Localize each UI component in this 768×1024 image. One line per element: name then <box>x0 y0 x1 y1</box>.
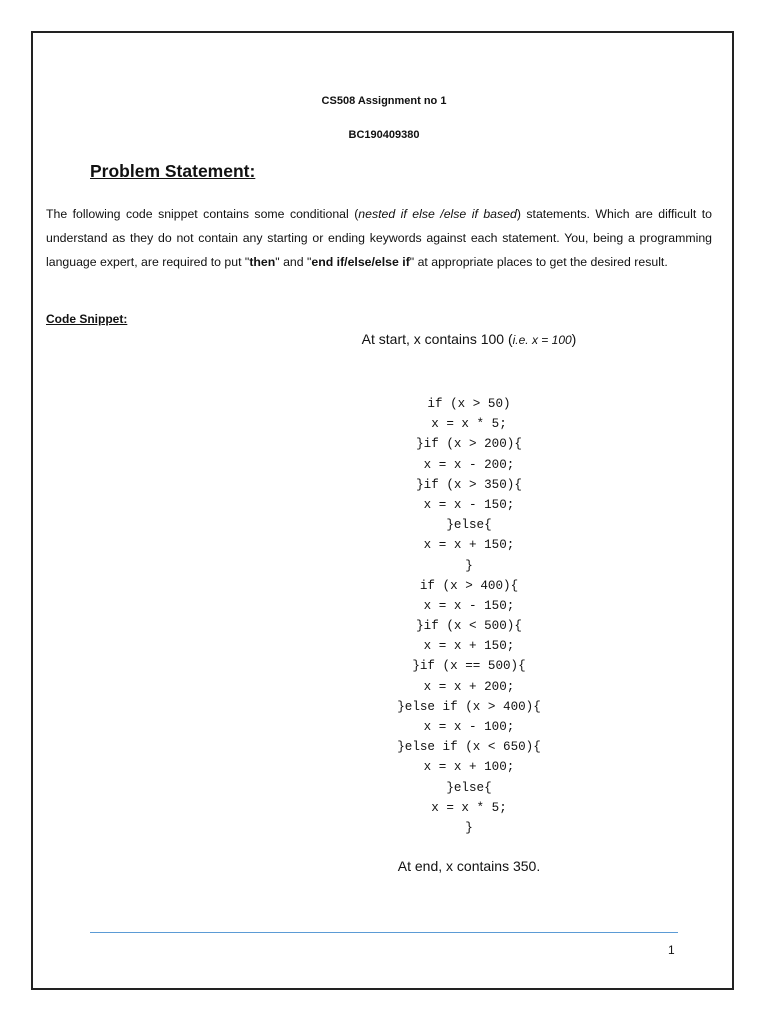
code-line: x = x * 5; <box>431 417 507 432</box>
start-italic: i.e. x = 100 <box>512 333 572 347</box>
page-number: 1 <box>668 943 675 957</box>
paragraph-bold-then: then <box>249 255 276 269</box>
paragraph-text: " and " <box>275 255 312 269</box>
problem-paragraph <box>46 202 712 274</box>
problem-statement-heading: Problem Statement: <box>90 161 256 181</box>
code-line: x = x + 100; <box>423 760 515 775</box>
code-line: }if (x == 500){ <box>412 659 526 674</box>
start-close: ) <box>571 331 577 347</box>
code-block <box>0 394 768 838</box>
start-condition <box>0 331 768 347</box>
code-line: }else{ <box>446 780 492 795</box>
code-line: x = x + 200; <box>423 679 515 694</box>
code-line: x = x + 150; <box>423 639 515 654</box>
paragraph-italic: nested if else /else if based <box>358 207 517 221</box>
student-id: BC190409380 <box>348 129 420 141</box>
code-line: x = x + 150; <box>423 538 515 553</box>
code-line: x = x - 200; <box>423 457 515 472</box>
code-snippet-label: Code Snippet: <box>46 312 128 326</box>
paragraph-text: The following code snippet contains some conditional ( <box>46 207 359 221</box>
code-line: }else if (x > 400){ <box>397 699 541 714</box>
start-text: At start, x contains 100 ( <box>361 331 513 347</box>
footer-divider <box>90 932 678 933</box>
paragraph-text: ) statements. Which are difficult to understand as they do not contain any starting or ending keywords against each statement. You, being a programming language expert, are required to put " <box>46 207 712 269</box>
code-line: x = x * 5; <box>431 800 507 815</box>
code-line: }else if (x < 650){ <box>397 740 541 755</box>
code-line: }if (x > 200){ <box>416 437 522 452</box>
document-title: CS508 Assignment no 1 <box>321 95 447 107</box>
code-line: x = x - 100; <box>423 720 515 734</box>
end-condition: At end, x contains 350. <box>397 858 541 874</box>
code-line: if (x > 400){ <box>419 578 519 593</box>
code-line: }else{ <box>446 518 492 533</box>
code-line: } <box>465 820 473 835</box>
code-line: x = x - 150; <box>423 497 515 512</box>
code-line: if (x > 50) <box>427 397 511 411</box>
code-line: }if (x > 350){ <box>416 477 522 492</box>
code-line: } <box>465 558 473 573</box>
paragraph-bold-endif: end if/else/else if <box>311 255 410 269</box>
paragraph-text: " at appropriate places to get the desired result. <box>409 255 668 269</box>
code-line: }if (x < 500){ <box>416 619 522 634</box>
code-line: x = x - 150; <box>423 598 515 613</box>
